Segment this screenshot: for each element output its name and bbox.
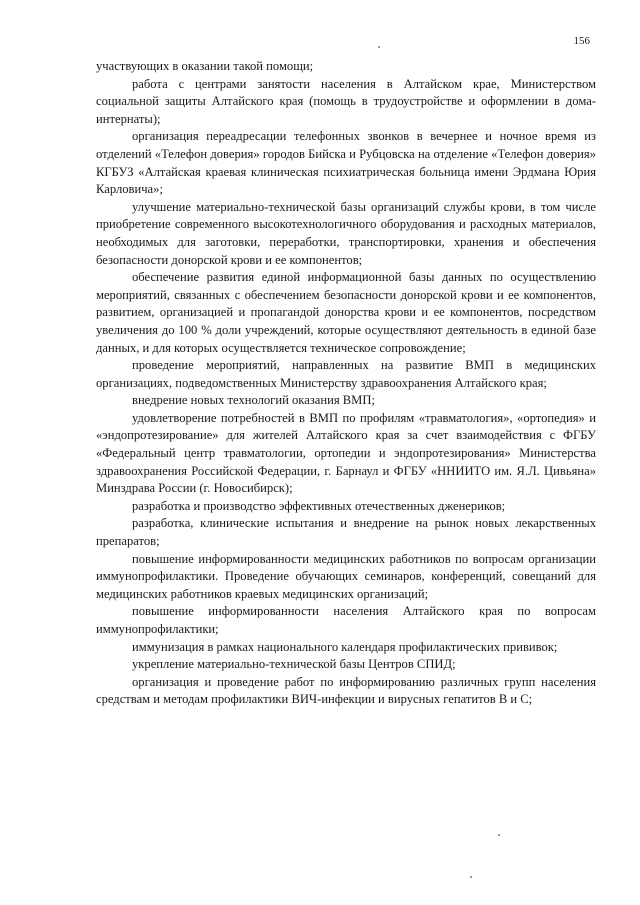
paragraph: укрепление материально-технической базы Центров СПИД; (132, 657, 456, 672)
body-text (96, 58, 596, 709)
paragraph: повышение информированности медицинских работников по вопросам организации иммунопрофилактики. Проведение обучающих семинаров, конференций, совещаний для медицинских работников краевых медицинских организаций; (96, 551, 596, 601)
paragraph: работа с центрами занятости населения в Алтайском крае, Министерством социальной защиты Алтайского края (помощь в трудоустройстве и оформлении в дома-интернаты); (96, 76, 596, 126)
paragraph: улучшение материально-технической базы организаций службы крови, в том числе приобретение современного высокотехнологичного оборудования и расходных материалов, необходимых для заготовки, переработки, транспортировки, хранения и обеспечения безопасности донорской крови и ее компонентов; (96, 199, 596, 267)
paragraph: организация и проведение работ по информированию различных групп населения средствам и методам профилактики ВИЧ-инфекции и вирусных гепатитов В и С; (96, 674, 596, 707)
paragraph: разработка, клинические испытания и внедрение на рынок новых лекарственных препаратов; (96, 516, 596, 549)
page-number: 156 (573, 35, 590, 47)
scan-speck (378, 46, 380, 48)
paragraph: организация переадресации телефонных звонков в вечернее и ночное время из отделений «Телефон доверия» городов Бийска и Рубцовска на отделение «Телефон доверия» КГБУЗ «Алтайская краевая клиническая психиатрическая больница имени Эрдмана Юрия Карловича»; (96, 129, 596, 197)
scan-speck (498, 834, 500, 836)
paragraph: участвующих в оказании такой помощи; (96, 59, 314, 73)
paragraph: внедрение новых технологий оказания ВМП; (132, 393, 375, 408)
scan-speck (470, 876, 472, 878)
paragraph: повышение информированности населения Алтайского края по вопросам иммунопрофилактики; (96, 604, 596, 636)
paragraph: проведение мероприятий, направленных на развитие ВМП в медицинских организациях, подведомственных Министерству здравоохранения Алтайского края; (96, 358, 596, 390)
paragraph: обеспечение развития единой информационной базы данных по осуществлению мероприятий, связанных с обеспечением безопасности донорской крови и ее компонентов, развитием, организацией и пропагандой донорства крови и ее компонентов, посредством увеличения до 100 % доли учреждений, которые осуществляют деятельность в единой базе данных, и для которых осуществляется техническое сопровождение; (96, 270, 596, 355)
paragraph: удовлетворение потребностей в ВМП по профилям «травматология», «ортопедия» и «эндопротезирование» для жителей Алтайского края за счет взаимодействия с ФГБУ «Федеральный центр травматологии, ортопедии и эндопротезирования» Министерства здравоохранения Российской Федерации, г. Барнаул и ФГБУ «ННИИТО им. Я.Л. Цивьяна» Минздрава России (г. Новосибирск); (96, 410, 596, 496)
paragraph: иммунизация в рамках национального календаря профилактических прививок; (132, 639, 558, 654)
paragraph: разработка и производство эффективных отечественных дженериков; (132, 498, 506, 513)
